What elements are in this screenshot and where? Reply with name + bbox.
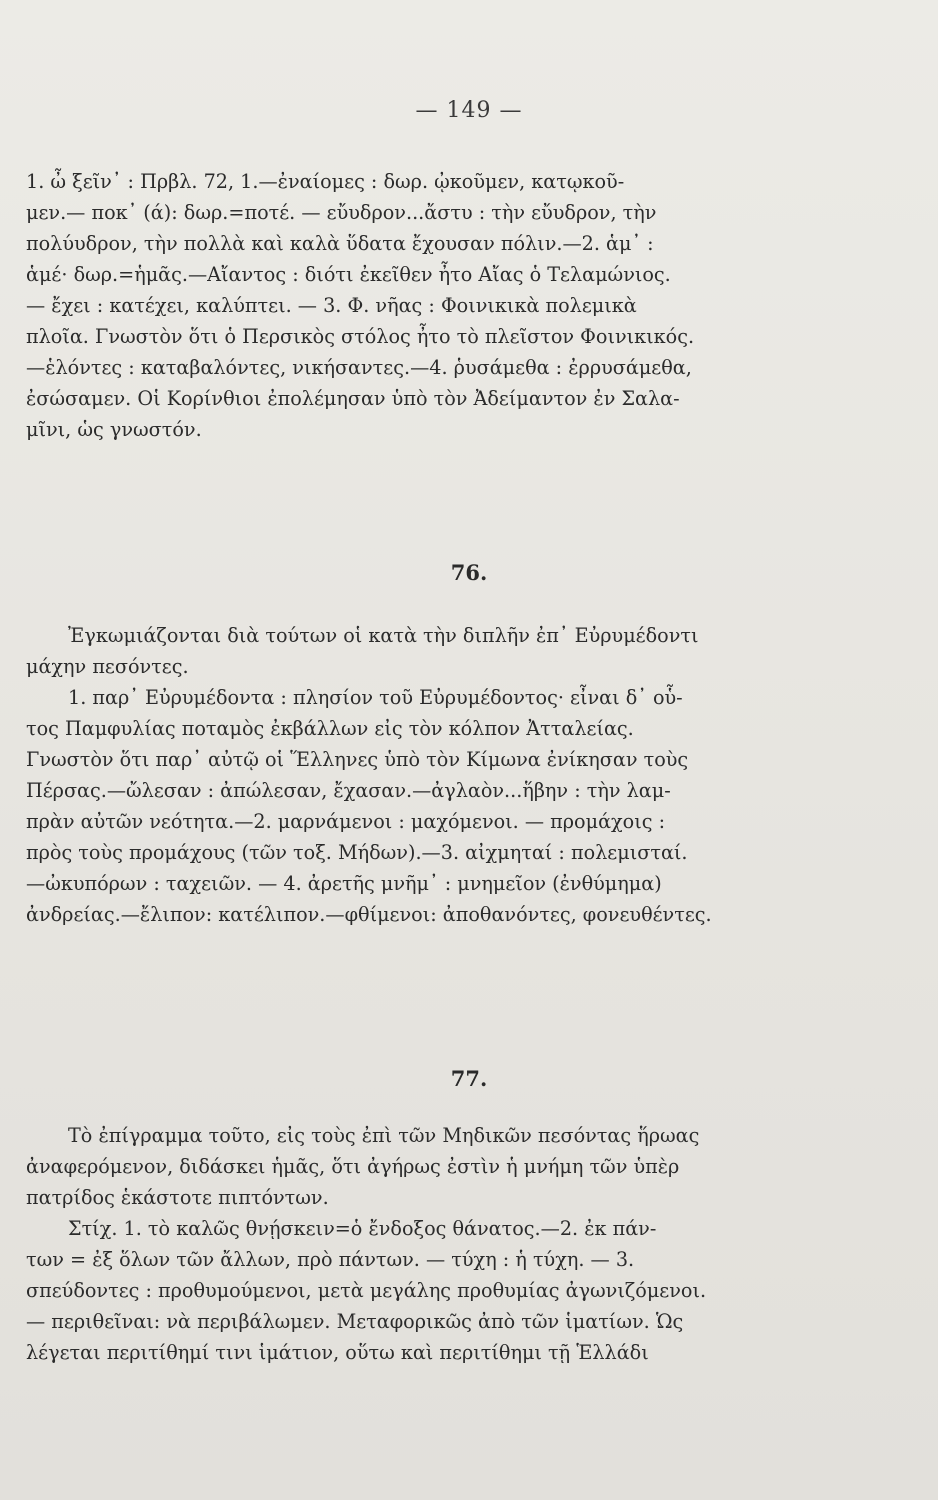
text-line: Πέρσας.—ὤλεσαν : ἀπώλεσαν, ἔχασαν.—ἀγλαὸν...ἥβην : τὴν λαμ- bbox=[26, 779, 671, 802]
text-line: πρὸς τοὺς προμάχους (τῶν τοξ. Μήδων).—3. αἰχμηταί : πολεμισταί. bbox=[26, 841, 688, 864]
text-line: 1. ὦ ξεῖν᾽ : Πρβλ. 72, 1.—ἐναίομες : δωρ. ᾠκοῦμεν, κατῳκοῦ- bbox=[26, 170, 625, 193]
section-76-body bbox=[26, 620, 861, 930]
text-line: Στίχ. 1. τὸ καλῶς θνῄσκειν=ὁ ἔνδοξος θάνατος.—2. ἐκ πάν- bbox=[68, 1217, 657, 1240]
text-line: ἐσώσαμεν. Οἱ Κορίνθιοι ἐπολέμησαν ὑπὸ τὸν Ἀδείμαντον ἐν Σαλα- bbox=[26, 387, 680, 410]
text-line: μεν.— ποκ᾽ (ά): δωρ.=ποτέ. — εὔυδρον...ἄστυ : τὴν εὔυδρον, τὴν bbox=[26, 201, 657, 224]
text-line: πολύυδρον, τὴν πολλὰ καὶ καλὰ ὕδατα ἔχουσαν πόλιν.—2. ἁμ᾽ : bbox=[26, 232, 654, 255]
text-line: τος Παμφυλίας ποταμὸς ἐκβάλλων εἰς τὸν κόλπον Ἀτταλείας. bbox=[26, 717, 634, 740]
notes-section-75 bbox=[26, 166, 861, 445]
section-heading-76: 76. bbox=[450, 560, 488, 585]
text-line: —ἑλόντες : καταβαλόντες, νικήσαντες.—4. ῥυσάμεθα : ἐρρυσάμεθα, bbox=[26, 356, 692, 379]
text-line: —ὠκυπόρων : ταχειῶν. — 4. ἀρετῆς μνῆμ᾽ : μνημεῖον (ἐνθύμημα) bbox=[26, 872, 662, 895]
text-line: μάχην πεσόντες. bbox=[26, 655, 189, 678]
text-line: των = ἐξ ὅλων τῶν ἄλλων, πρὸ πάντων. — τύχη : ἡ τύχη. — 3. bbox=[26, 1248, 635, 1271]
section-77-body bbox=[26, 1120, 861, 1368]
text-line: ἀναφερόμενον, διδάσκει ἡμᾶς, ὅτι ἀγήρως ἐστὶν ἡ μνήμη τῶν ὑπὲρ bbox=[26, 1155, 680, 1178]
text-line: Ἐγκωμιάζονται διὰ τούτων οἱ κατὰ τὴν διπλῆν ἐπ᾽ Εὐρυμέδοντι bbox=[68, 624, 699, 647]
text-line: σπεύδοντες : προθυμούμενοι, μετὰ μεγάλης προθυμίας ἀγωνιζόμενοι. bbox=[26, 1279, 707, 1302]
text-line: πατρίδος ἑκάστοτε πιπτόντων. bbox=[26, 1186, 329, 1209]
text-line: Γνωστὸν ὅτι παρ᾽ αὐτῷ οἱ Ἕλληνες ὑπὸ τὸν Κίμωνα ἐνίκησαν τοὺς bbox=[26, 748, 689, 771]
text-line: λέγεται περιτίθημί τινι ἱμάτιον, οὕτω καὶ περιτίθημι τῇ Ἑλλάδι bbox=[26, 1341, 649, 1364]
text-line: — ἔχει : κατέχει, καλύπτει. — 3. Φ. νῆας : Φοινικικὰ πολεμικὰ bbox=[26, 294, 637, 317]
text-line: ἀνδρείας.—ἔλιπον: κατέλιπον.—φθίμενοι: ἀποθανόντες, φονευθέντες. bbox=[26, 903, 712, 926]
page-number: — 149 — bbox=[415, 98, 523, 123]
text-line: — περιθεῖναι: νὰ περιβάλωμεν. Μεταφορικῶς ἀπὸ τῶν ἱματίων. Ὡς bbox=[26, 1310, 684, 1333]
text-line: ἁμέ· δωρ.=ἡμᾶς.—Αἴαντος : διότι ἐκεῖθεν ἦτο Αἴας ὁ Τελαμώνιος. bbox=[26, 263, 671, 286]
section-heading-77: 77. bbox=[450, 1066, 488, 1091]
text-line: μῖνι, ὡς γνωστόν. bbox=[26, 418, 202, 441]
text-line: πρὰν αὐτῶν νεότητα.—2. μαρνάμενοι : μαχόμενοι. — προμάχοις : bbox=[26, 810, 666, 833]
text-line: πλοῖα. Γνωστὸν ὅτι ὁ Περσικὸς στόλος ἦτο τὸ πλεῖστον Φοινικικός. bbox=[26, 325, 695, 348]
text-line: 1. παρ᾽ Εὐρυμέδοντα : πλησίον τοῦ Εὐρυμέδοντος· εἶναι δ᾽ οὗ- bbox=[68, 686, 683, 709]
text-line: Τὸ ἐπίγραμμα τοῦτο, εἰς τοὺς ἐπὶ τῶν Μηδικῶν πεσόντας ἥρωας bbox=[68, 1124, 700, 1147]
